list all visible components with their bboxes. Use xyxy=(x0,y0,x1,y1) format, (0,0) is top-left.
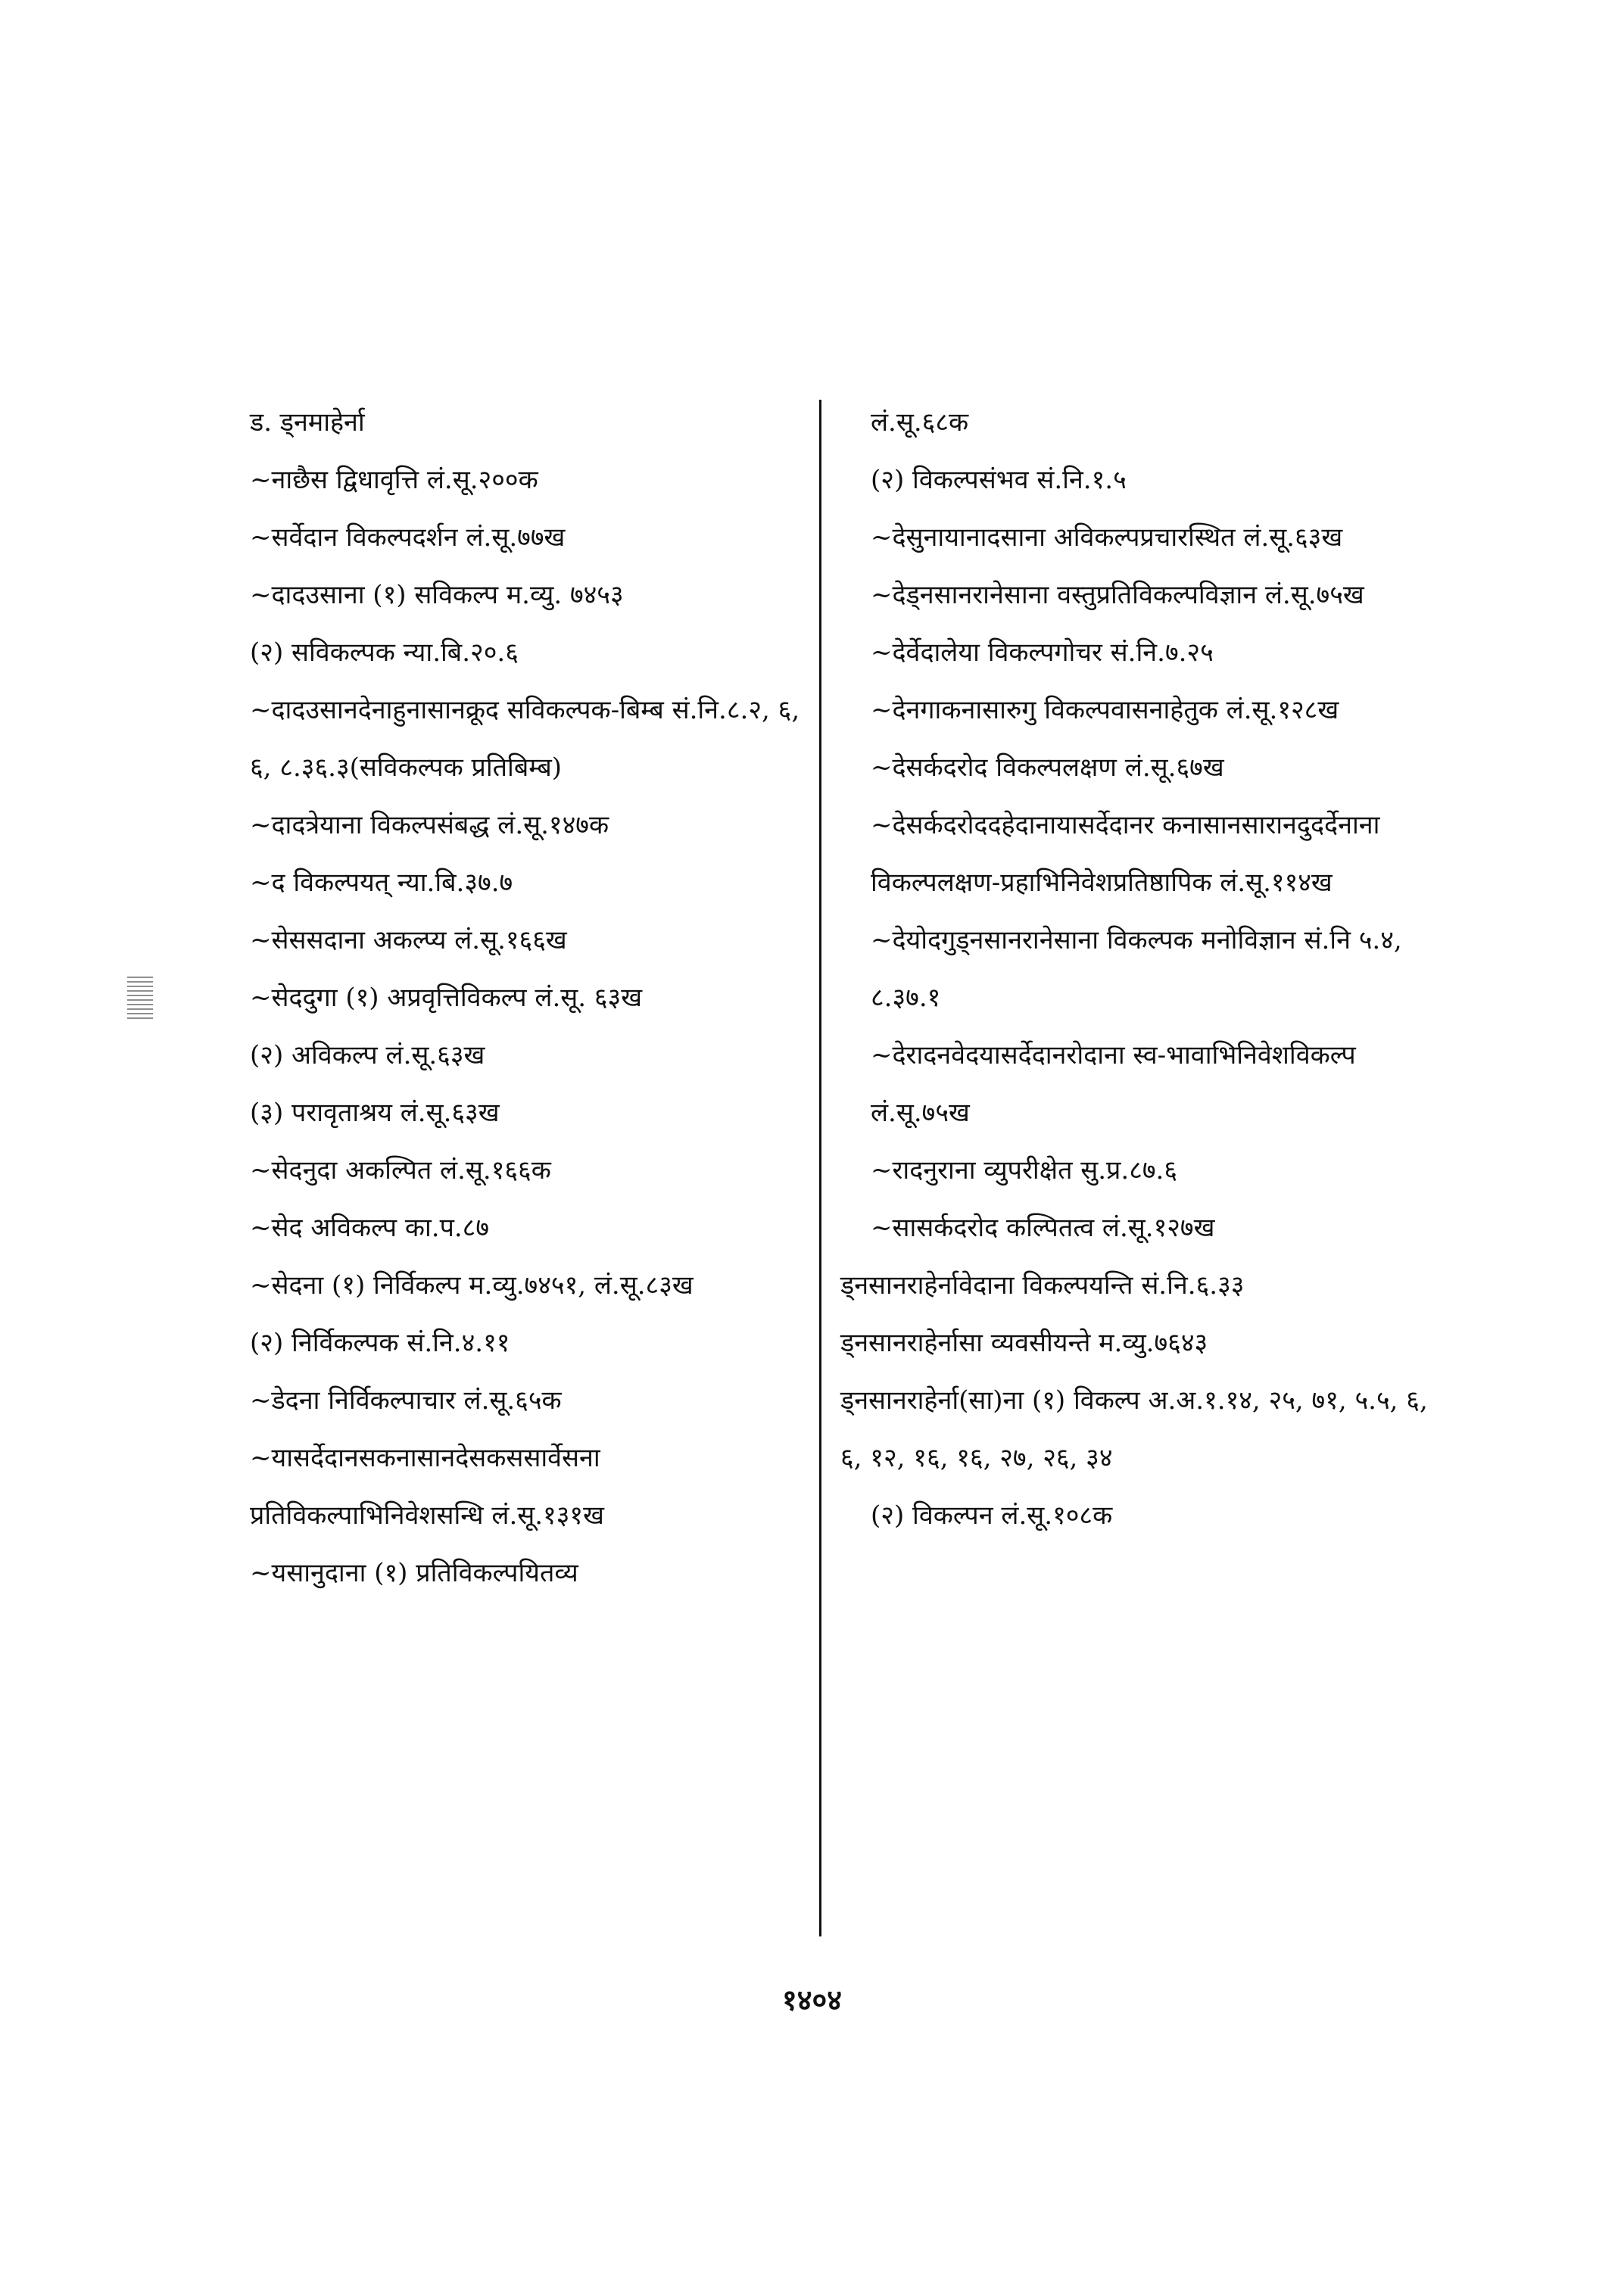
entry: ~देसर्कदरोद विकल्पलक्षण लं.सू.६७ख xyxy=(871,752,1224,783)
entry: (२) अविकल्प लं.सू.६३ख xyxy=(250,1040,485,1070)
entry: ~दादउसाना (१) सविकल्प म.व्यु. ७४५३ xyxy=(250,580,624,610)
entry: ~दादउसानदेनाहुनासानक्रूद सविकल्पक-बिम्ब सं.नि.८.२, ६, ६, ८.३६.३(सविकल्पक प्रतिबिम्ब) xyxy=(250,695,800,783)
entry: ~नाछैस द्विधावृत्ति लं.सू.२००क xyxy=(250,465,538,495)
entry: ~देर्वेदालेया विकल्पगोचर सं.नि.७.२५ xyxy=(871,637,1214,668)
entry: (२) सविकल्पक न्या.बि.२०.६ xyxy=(250,637,519,668)
entry: ड्नसानराहेर्नावेदाना विकल्पयन्ति सं.नि.६.३३ xyxy=(840,1270,1245,1301)
entry: ~यसानुदाना (१) प्रतिविकल्पयितव्य xyxy=(250,1558,578,1588)
entry: ~सेददुगा (१) अप्रवृत्तिविकल्प लं.सू. ६३ख xyxy=(250,983,643,1013)
entry: ~सेदनुदा अकल्पित लं.सू.१६६क xyxy=(250,1155,551,1185)
entry: (३) परावृताश्रय लं.सू.६३ख xyxy=(250,1098,500,1128)
entry: ~डेदना निर्विकल्पाचार लं.सू.६५क xyxy=(250,1385,562,1416)
entry: (२) विकल्पन लं.सू.१०८क xyxy=(871,1500,1113,1531)
entry: (२) विकल्पसंभव सं.नि.१.५ xyxy=(871,465,1127,495)
entry: (२) निर्विकल्पक सं.नि.४.११ xyxy=(250,1328,510,1358)
entry: ड. ड्नमाहेर्ना xyxy=(250,407,365,438)
entry: ~देरादनवेदयासर्देदानरोदाना स्व-भावाभिनिवेशविकल्प लं.सू.७५ख xyxy=(871,1040,1356,1128)
entry: ~रादनुराना व्युपरीक्षेत सु.प्र.८७.६ xyxy=(871,1155,1178,1185)
entry: ~देड्नसानरानेसाना वस्तुप्रतिविकल्पविज्ञान लं.सू.७५ख xyxy=(871,580,1364,610)
column-divider xyxy=(819,400,821,1936)
entry: ड्नसानराहेर्नासा व्यवसीयन्ते म.व्यु.७६४३ xyxy=(840,1328,1208,1358)
entry: ~सेद अविकल्प का.प.८७ xyxy=(250,1213,490,1243)
entry: ~सेससदाना अकल्प्य लं.सू.१६६ख xyxy=(250,925,567,955)
entry: ~देसुनायानादसाना अविकल्पप्रचारस्थित लं.सू.६३ख xyxy=(871,522,1343,553)
margin-mark xyxy=(127,977,153,1019)
entry: ड्नसानराहेर्ना(सा)ना (१) विकल्प अ.अ.१.१४, २५, ७१, ५.५, ६, ६, १२, १६, १६, २७, २६, ३४ xyxy=(840,1385,1428,1473)
entry: ~सासर्कदरोद कल्पितत्व लं.सू.१२७ख xyxy=(871,1213,1215,1243)
right-column xyxy=(840,394,1454,1544)
entry: ~सर्वेदान विकल्पदर्शन लं.सू.७७ख xyxy=(250,522,566,553)
entry: ~देसर्कदरोददहेदानायासर्देदानर कनासानसारानदुदर्देनाना विकल्पलक्षण-प्रहाभिनिवेशप्रतिष्ठापिक लं.सू.११४ख xyxy=(871,810,1380,898)
entry: ~देयोदगुड्नसानरानेसाना विकल्पक मनोविज्ञान सं.नि ५.४, ८.३७.१ xyxy=(871,925,1402,1013)
entry: ~यासर्देदानसकनासानदेसकससार्वेसना प्रतिविकल्पाभिनिवेशसन्धि लं.सू.१३१ख xyxy=(250,1443,604,1531)
entry: लं.सू.६८क xyxy=(871,407,969,438)
page-number: १४०४ xyxy=(781,1983,843,2017)
left-column xyxy=(250,394,810,1602)
entry: ~देनगाकनासारुगु विकल्पवासनाहेतुक लं.सू.१२८ख xyxy=(871,695,1339,725)
entry: ~दादत्रेयाना विकल्पसंबद्ध लं.सू.१४७क xyxy=(250,810,609,840)
entry: ~द विकल्पयत् न्या.बि.३७.७ xyxy=(250,868,513,898)
entry: ~सेदना (१) निर्विकल्प म.व्यु.७४५१, लं.सू.८३ख xyxy=(250,1270,694,1301)
